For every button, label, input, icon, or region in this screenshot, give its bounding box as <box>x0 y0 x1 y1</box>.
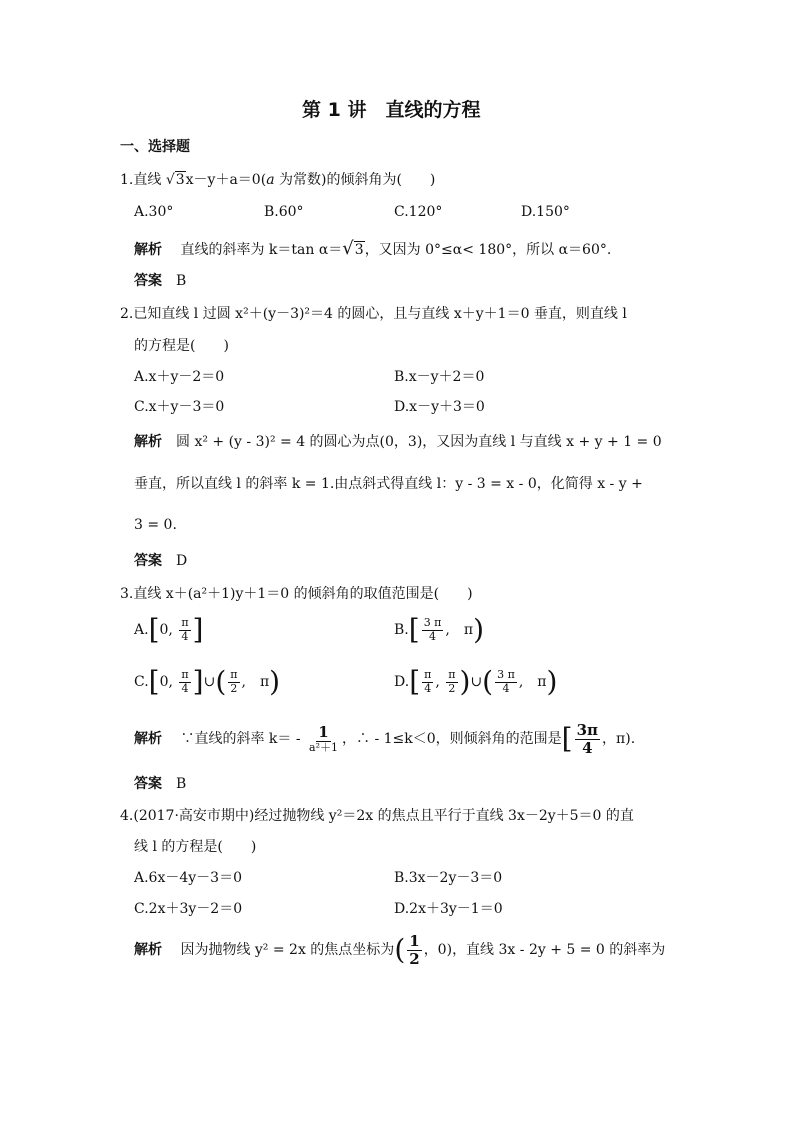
q3-b-frac-den: 4 <box>429 629 437 643</box>
q3-d-pi: π <box>537 674 547 690</box>
q3-answer-label: 答案 <box>134 776 162 792</box>
q3-d-frac1 <box>422 669 433 694</box>
q2-option-d: D.x－y＋3＝0 <box>394 399 485 415</box>
q3-option-d-label: D. <box>394 674 410 690</box>
q2-analysis-line1 <box>134 434 662 451</box>
q3-analysis-range-frac <box>575 722 600 756</box>
q1-sqrt-value: 3 <box>175 172 185 188</box>
q3-option-c-label: C. <box>134 674 149 690</box>
q3-d-right-paren1: ) <box>459 665 471 698</box>
q4-analysis-frac <box>407 933 421 967</box>
q3-option-c: C.[0, $\frac{\pi}{4}$ ]∪( $\frac{\pi}{2}$ , π) <box>134 665 281 698</box>
q3-c-frac1-num: π <box>181 668 189 682</box>
q4-option-c: C.2x＋3y－2＝0 <box>134 901 243 917</box>
q3-analysis-frac <box>307 724 340 754</box>
q1-analysis-sqrt-value: 3 <box>354 242 364 258</box>
q2-option-c: C.x＋y－3＝0 <box>134 399 225 415</box>
q3-option-d: D.[ $\frac{\pi}{4}$ , $\frac{\pi}{2}$ )∪( $\frac{3 \pi}{4}$ , π) <box>394 665 558 698</box>
q3-b-frac <box>422 617 444 642</box>
q3-d-right-paren2: ) <box>546 665 558 698</box>
q3-analysis-range-den: 4 <box>582 738 593 757</box>
q3-c-zero: 0, <box>159 674 173 690</box>
q3-a-zero: 0, <box>159 622 173 638</box>
q3-analysis-range-num: 3π <box>576 721 599 739</box>
q2-answer <box>134 553 187 570</box>
q3-analysis-post: ，∴ - 1≤k＜0，则倾斜角的范围是 <box>342 731 562 747</box>
q3-d-frac3-den: 4 <box>502 681 510 695</box>
q3-b-right-paren: ) <box>473 613 485 646</box>
q4-analysis-pre: 因为抛物线 y² = 2x 的焦点坐标为 <box>180 942 395 958</box>
q3-c-right-paren: ) <box>269 665 281 698</box>
q1-stem-pre: 1.直线 <box>120 172 166 188</box>
q3-analysis-left-bracket: [ <box>561 722 573 755</box>
q4-analysis-post: ，直线 3x - 2y + 5 = 0 的斜率为 <box>452 942 666 958</box>
q3-a-right-bracket: ] <box>192 613 204 646</box>
q1-analysis-label: 解析 <box>134 242 162 258</box>
q1-option-c: C.120° <box>394 204 443 220</box>
q1-analysis <box>134 238 611 260</box>
q1-answer <box>134 273 186 290</box>
q2-analysis-line2: 垂直，所以直线 l 的斜率 k = 1.由点斜式得直线 l：y - 3 = x - 0，化简得 x - y + <box>134 476 643 492</box>
q3-c-frac2-den: 2 <box>230 681 238 695</box>
page-title: 第 1 讲 直线的方程 <box>302 99 481 121</box>
q1-option-d: D.150° <box>521 204 570 220</box>
q3-d-frac3-num: 3 π <box>497 668 515 682</box>
q4-analysis-frac-num: 1 <box>409 932 420 950</box>
q1-option-b: B.60° <box>264 204 304 220</box>
q3-option-a <box>134 613 204 646</box>
q4-stem-line1: 4.(2017·高安市期中)经过抛物线 y²＝2x 的焦点且平行于直线 3x－2y＋5＝0 的直 <box>120 808 634 824</box>
q1-sqrt-sign: √ <box>165 172 175 188</box>
q4-option-b: B.3x－2y－3＝0 <box>394 870 503 886</box>
q3-d-left-paren: ( <box>482 665 494 698</box>
q1-stem-a: a <box>266 172 275 188</box>
q3-analysis-tail: ，π). <box>602 731 636 747</box>
q3-analysis <box>134 722 635 756</box>
q4-analysis-zero: ，0) <box>423 942 453 958</box>
q3-c-right-bracket: ] <box>192 665 204 698</box>
q2-analysis-text1: 圆 x² + (y - 3)² = 4 的圆心为点(0，3)，又因为直线 l 与直线 x + y + 1 = 0 <box>176 434 662 450</box>
q3-a-frac-num: π <box>181 616 189 630</box>
q4-analysis-label: 解析 <box>134 942 162 958</box>
q3-d-left-bracket: [ <box>409 665 421 698</box>
q3-d-frac3 <box>495 669 517 694</box>
q3-d-union: ∪ <box>470 674 483 690</box>
q3-a-frac <box>179 617 190 642</box>
q3-c-pi: π <box>259 674 270 690</box>
q3-d-frac1-num: π <box>424 668 432 682</box>
q3-b-pi: π <box>463 622 474 638</box>
q1-analysis-post: ，又因为 0°≤α< 180°，所以 α＝60°. <box>364 242 612 258</box>
q3-option-a-label: A. <box>134 622 149 638</box>
q1-analysis-pre: 直线的斜率为 k＝tan α＝ <box>180 242 343 258</box>
q4-analysis-frac-den: 2 <box>409 949 420 968</box>
q3-b-left-bracket: [ <box>408 613 420 646</box>
q3-d-frac2-num: π <box>448 668 456 682</box>
q2-stem-line2: 的方程是( ) <box>134 338 229 354</box>
q4-analysis-left-paren: ( <box>394 933 406 966</box>
q2-answer-value: D <box>176 553 188 569</box>
q3-c-frac2 <box>228 669 239 694</box>
q1-answer-label: 答案 <box>134 273 162 289</box>
q3-option-b-label: B. <box>394 622 409 638</box>
q3-analysis-pre: ∵直线的斜率 k＝ - <box>180 731 301 747</box>
q3-c-frac2-num: π <box>230 668 238 682</box>
q3-d-frac1-den: 4 <box>424 681 432 695</box>
q3-analysis-frac-num: 1 <box>318 723 329 742</box>
q2-option-b: B.x－y＋2＝0 <box>394 369 485 385</box>
q3-c-union: ∪ <box>203 674 216 690</box>
q2-analysis-line3: 3 = 0. <box>134 517 177 533</box>
q3-option-b: B.[ $\frac{3 \pi}{4}$ , π) <box>394 613 485 646</box>
q3-d-frac2-den: 2 <box>448 681 456 695</box>
q3-answer-value: B <box>176 776 187 792</box>
q2-analysis-label: 解析 <box>134 434 162 450</box>
q2-answer-label: 答案 <box>134 553 162 569</box>
q1-stem-post: 为常数)的倾斜角为( ) <box>274 172 436 188</box>
q3-analysis-frac-den: a²＋1 <box>309 740 338 754</box>
q4-option-a: A.6x－4y－3＝0 <box>134 870 242 886</box>
q3-d-frac2 <box>446 669 457 694</box>
q2-option-a: A.x＋y－2＝0 <box>134 369 225 385</box>
q1-stem <box>120 172 435 189</box>
q3-c-frac1-den: 4 <box>181 681 189 695</box>
q4-option-d: D.2x＋3y－1＝0 <box>394 901 503 917</box>
section-heading: 一、选择题 <box>120 139 190 155</box>
q2-stem-line1: 2.已知直线 l 过圆 x²＋(y－3)²＝4 的圆心，且与直线 x＋y＋1＝0 垂直，则直线 l <box>120 306 627 322</box>
q3-analysis-label: 解析 <box>134 731 162 747</box>
q3-a-left-bracket: [ <box>148 613 160 646</box>
q1-stem-mid: x－y＋a＝0( <box>185 172 267 188</box>
q3-stem: 3.直线 x＋(a²＋1)y＋1＝0 的倾斜角的取值范围是( ) <box>120 586 473 602</box>
q3-c-left-bracket: [ <box>148 665 160 698</box>
q1-analysis-sqrt-sign: √ <box>342 238 354 259</box>
q3-c-left-paren: ( <box>215 665 227 698</box>
q3-answer <box>134 776 186 793</box>
q4-stem-line2: 线 l 的方程是( ) <box>134 839 257 855</box>
q3-b-frac-num: 3 π <box>423 616 442 630</box>
q3-a-frac-den: 4 <box>181 629 189 643</box>
q3-c-frac1 <box>179 669 190 694</box>
q4-analysis <box>134 933 665 967</box>
q1-answer-value: B <box>176 273 187 289</box>
q1-option-a: A.30° <box>134 204 174 220</box>
